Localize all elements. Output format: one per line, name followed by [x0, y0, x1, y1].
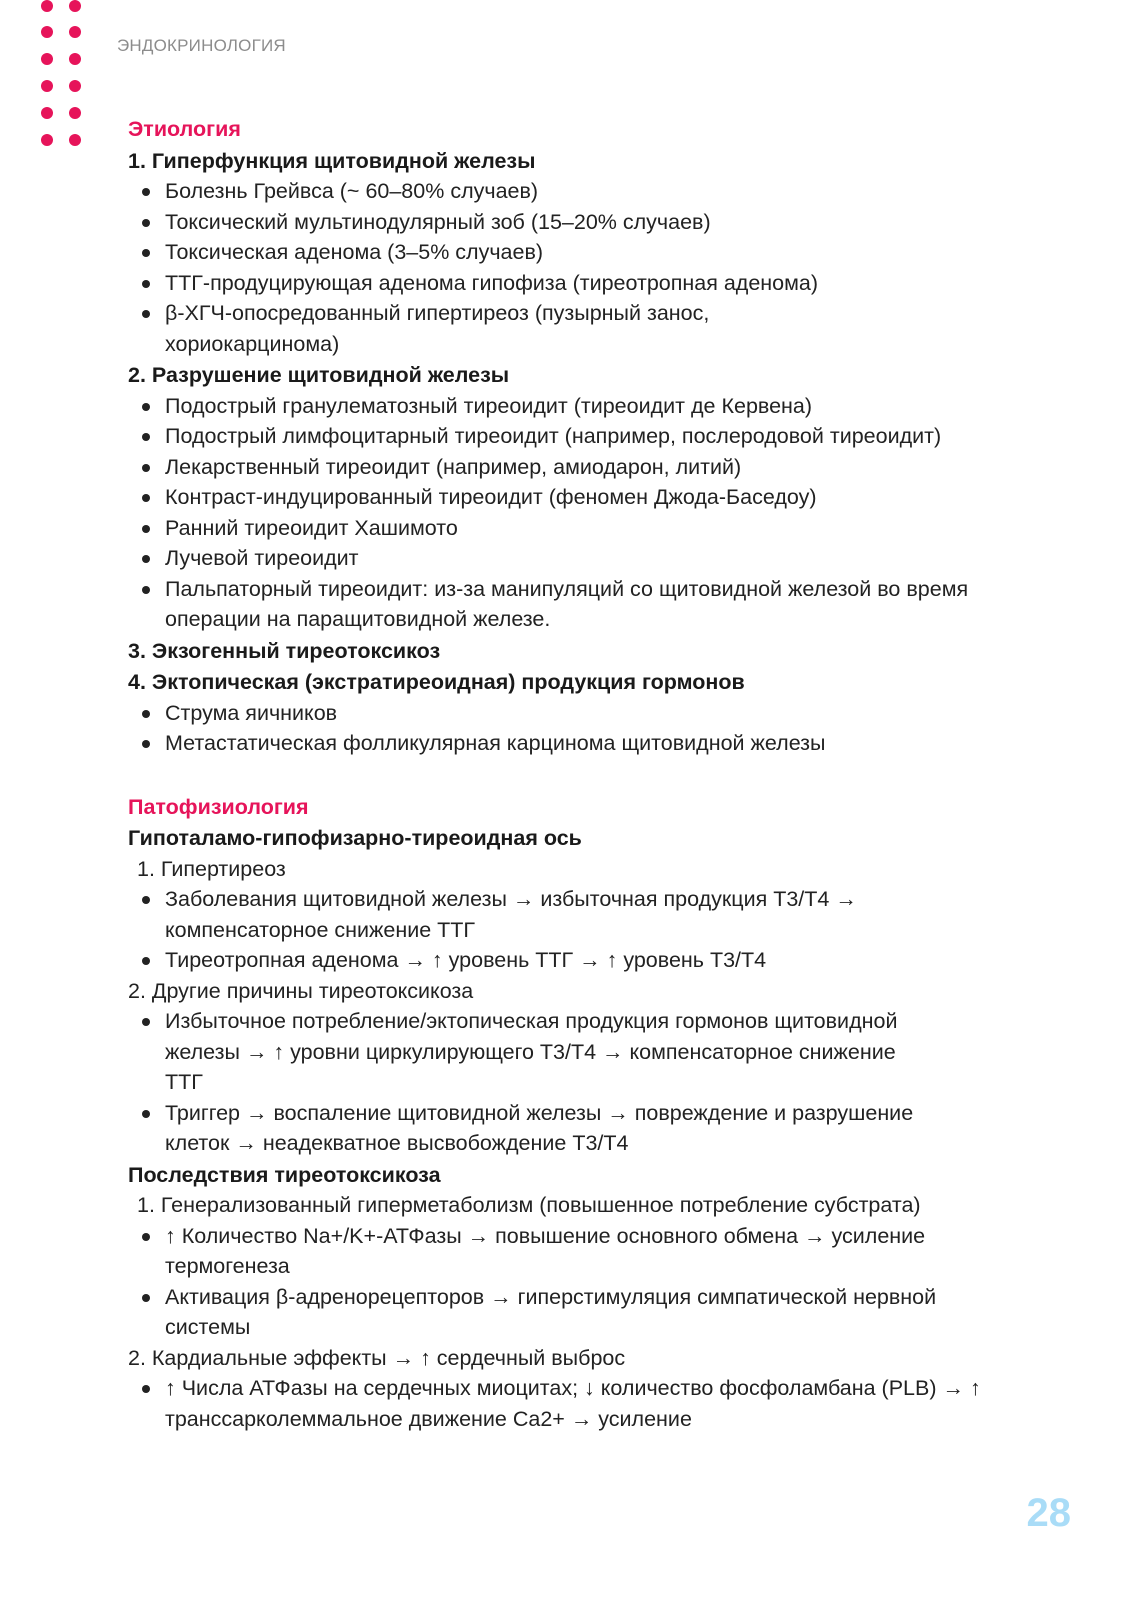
decorative-dot: [41, 53, 53, 65]
consequences-heading: Последствия тиреотоксикоза: [128, 1162, 441, 1187]
list-item: ТТГ-продуцирующая аденома гипофиза (тиреотропная аденома): [128, 268, 1008, 299]
axis-heading: Гипоталамо-гипофизарно-тиреоидная ось: [128, 826, 582, 850]
list-item: Токсический мультинодулярный зоб (15–20% случаев): [128, 207, 1008, 238]
list-item: Триггер → воспаление щитовидной железы → повреждение и разрушение клеток → неадекватное высвобождение Т3/Т4: [128, 1098, 925, 1159]
etiology-group-heading: 3. Экзогенный тиреотоксикоз: [128, 638, 441, 663]
list-item: Заболевания щитовидной железы → избыточная продукция Т3/Т4 → компенсаторное снижение ТТГ: [128, 884, 985, 945]
bullet-list: [128, 1006, 1008, 1159]
numbered-item: 1. Генерализованный гиперметаболизм (повышенное потребление субстрата): [137, 1193, 921, 1217]
list-item: ↑ Количество Na+/K+-АТФазы → повышение основного обмена → усиление термогенеза: [128, 1221, 955, 1282]
decorative-dot: [69, 134, 81, 146]
decorative-dot: [69, 80, 81, 92]
list-item: ↑ Числа АТФазы на сердечных миоцитах; ↓ количество фосфоламбана (PLB) → ↑ транссарколеммальное движение Ca2+ → усиление: [128, 1373, 1015, 1434]
decorative-dot: [41, 0, 53, 12]
etiology-group-list: [128, 176, 1008, 359]
bullet-list: [128, 1221, 1008, 1343]
list-item: Контраст-индуцированный тиреоидит (феномен Джода-Баседоу): [128, 482, 1008, 513]
decorative-dot: [41, 134, 53, 146]
list-item: Тиреотропная аденома → ↑ уровень ТТГ → ↑ уровень Т3/Т4: [128, 945, 1008, 976]
decorative-dot: [69, 107, 81, 119]
section-spacer: [128, 759, 1008, 792]
list-item: Избыточное потребление/эктопическая продукция гормонов щитовидной железы → ↑ уровни циркулирующего Т3/Т4 → компенсаторное снижение ТТГ: [128, 1006, 905, 1098]
etiology-group-list: [128, 698, 1008, 759]
list-item: Пальпаторный тиреоидит: из-за манипуляций со щитовидной железой во время операции на паращитовидной железе.: [128, 574, 1015, 635]
page-number: 28: [1026, 1491, 1071, 1535]
decorative-dots: [38, 0, 88, 160]
list-item: Метастатическая фолликулярная карцинома щитовидной железы: [128, 728, 1008, 759]
numbered-item: 2. Другие причины тиреотоксикоза: [128, 978, 474, 1003]
decorative-dot: [69, 26, 81, 38]
etiology-group-heading: 1. Гиперфункция щитовидной железы: [128, 148, 536, 173]
decorative-dot: [41, 80, 53, 92]
numbered-item: 2. Кардиальные эффекты → ↑ сердечный выброс: [128, 1345, 626, 1370]
etiology-title: Этиология: [128, 117, 241, 141]
etiology-section: [128, 114, 1008, 759]
decorative-dot: [41, 107, 53, 119]
numbered-item: 1. Гипертиреоз: [137, 856, 286, 881]
list-item: Струма яичников: [128, 698, 1008, 729]
page-content: [128, 114, 1008, 1434]
list-item: Подострый лимфоцитарный тиреоидит (например, послеродовой тиреоидит): [128, 421, 955, 452]
decorative-dot: [41, 26, 53, 38]
pathophysiology-section: [128, 792, 1008, 1435]
bullet-list: [128, 1373, 1008, 1434]
list-item: Активация β-адренорецепторов → гиперстимуляция симпатической нервной системы: [128, 1282, 985, 1343]
etiology-group-list: [128, 391, 1008, 635]
list-item: Болезнь Грейвса (~ 60–80% случаев): [128, 176, 1008, 207]
running-header: ЭНДОКРИНОЛОГИЯ: [117, 36, 286, 55]
bullet-list: [128, 884, 1008, 976]
decorative-dot: [69, 53, 81, 65]
list-item: Токсическая аденома (3–5% случаев): [128, 237, 1008, 268]
list-item: β-ХГЧ-опосредованный гипертиреоз (пузырный занос, хориокарцинома): [128, 298, 825, 359]
pathophysiology-title: Патофизиология: [128, 794, 309, 819]
list-item: Лекарственный тиреоидит (например, амиодарон, литий): [128, 452, 1008, 483]
list-item: Подострый гранулематозный тиреоидит (тиреоидит де Кервена): [128, 391, 1008, 422]
etiology-group-heading: 2. Разрушение щитовидной железы: [128, 363, 510, 387]
decorative-dot: [69, 0, 81, 12]
list-item: Ранний тиреоидит Хашимото: [128, 513, 1008, 544]
list-item: Лучевой тиреоидит: [128, 543, 1008, 574]
etiology-group-heading: 4. Эктопическая (экстратиреоидная) продукция гормонов: [128, 670, 745, 694]
